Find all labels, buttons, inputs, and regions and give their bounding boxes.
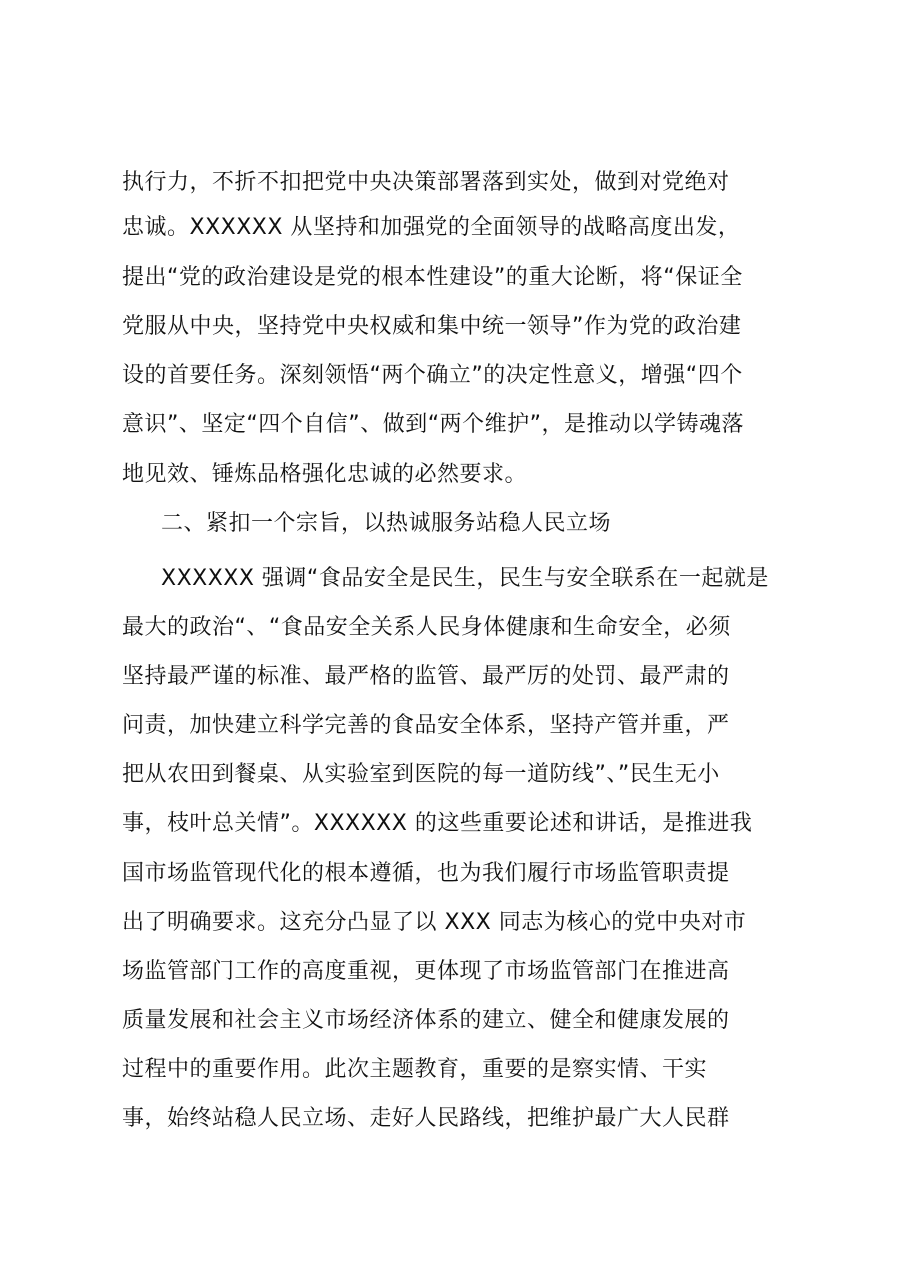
section-heading: 二、紧扣一个宗旨，以热诚服务站稳人民立场 bbox=[161, 511, 612, 536]
text-line: 质量发展和社会主义市场经济体系的建立、健全和健康发展的 bbox=[122, 1008, 730, 1033]
text-line: 出了明确要求。这充分凸显了以 XXX 同志为核心的党中央对市 bbox=[122, 910, 747, 935]
text-line: 事，枝叶总关情”。XXXXXX 的这些重要论述和讲话，是推进我 bbox=[122, 811, 753, 836]
text-line: 国市场监管现代化的根本遵循，也为我们履行市场监管职责提 bbox=[122, 861, 730, 886]
text-line: 问责，加快建立科学完善的食品安全体系，坚持产管并重，严 bbox=[122, 713, 730, 738]
text-line: 设的首要任务。深刻领悟“两个确立”的决定性意义，增强“四个 bbox=[122, 363, 743, 388]
text-line: 最大的政治“、“食品安全关系人民身体健康和生命安全，必须 bbox=[122, 615, 731, 640]
text-line: 忠诚。XXXXXX 从坚持和加强党的全面领导的战略高度出发， bbox=[122, 215, 741, 240]
text-line: 意识”、坚定“四个自信”、做到“两个维护”，是推动以学铸魂落 bbox=[122, 412, 744, 437]
text-line: XXXXXX 强调“食品安全是民生，民生与安全联系在一起就是 bbox=[161, 566, 769, 591]
text-line: 把从农田到餐桌、从实验室到医院的每一道防线”、”民生无小 bbox=[122, 762, 720, 787]
text-line: 坚持最严谨的标准、最严格的监管、最严厉的处罚、最严肃的 bbox=[122, 664, 730, 689]
text-line: 执行力，不折不扣把党中央决策部署落到实处，做到对党绝对 bbox=[122, 170, 730, 195]
text-line: 过程中的重要作用。此次主题教育，重要的是察实情、干实 bbox=[122, 1057, 708, 1082]
text-line: 场监管部门工作的高度重视，更体现了市场监管部门在推进高 bbox=[122, 959, 730, 984]
text-line: 事，始终站稳人民立场、走好人民路线，把维护最广大人民群 bbox=[122, 1106, 730, 1131]
text-line: 党服从中央，坚持党中央权威和集中统一领导”作为党的政治建 bbox=[122, 314, 742, 339]
text-line: 提出“党的政治建设是党的根本性建设”的重大论断，将“保证全 bbox=[122, 265, 743, 290]
text-line: 地见效、锤炼品格强化忠诚的必然要求。 bbox=[122, 462, 528, 487]
